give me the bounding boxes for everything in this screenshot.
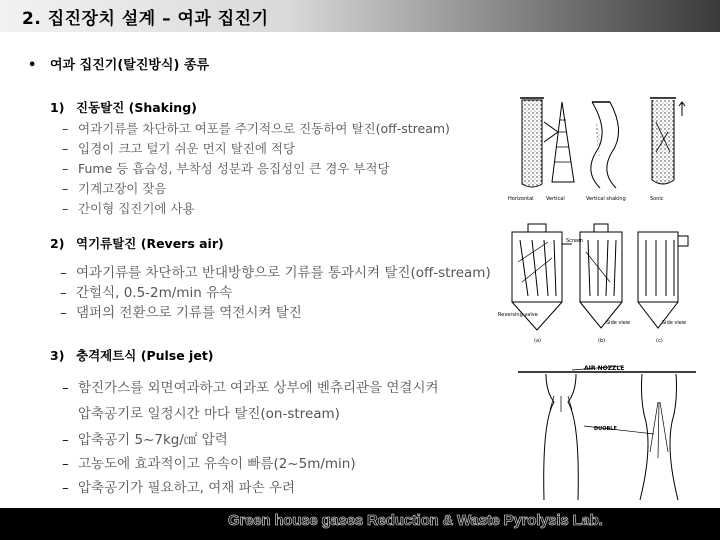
section-3-heading bbox=[50, 346, 214, 364]
section-1-item: – 입경이 크고 털기 쉬운 먼지 탈진에 적당 bbox=[62, 141, 296, 156]
slide-title: 2. 집진장치 설계 – 여과 집진기 bbox=[22, 9, 269, 29]
svg-text:(c): (c) bbox=[656, 338, 663, 344]
section-1-item: – 기계고장이 잦음 bbox=[62, 181, 167, 196]
svg-text:Vertical shaking: Vertical shaking bbox=[586, 196, 626, 202]
section-3-item: – 압축공기 5~7kg/㎠ 압력 bbox=[62, 432, 228, 448]
svg-text:AIR NOZZLE: AIR NOZZLE bbox=[584, 365, 625, 372]
bullet-symbol: • bbox=[28, 58, 37, 73]
section-2-heading bbox=[50, 234, 224, 252]
section-3-number: 3) bbox=[50, 348, 65, 363]
section-1-title: 진동탈진 (Shaking) bbox=[76, 100, 197, 115]
svg-text:Screen: Screen bbox=[566, 238, 584, 244]
svg-text:Vertical: Vertical bbox=[546, 196, 565, 202]
svg-text:(a): (a) bbox=[534, 338, 541, 344]
svg-text:Sonic: Sonic bbox=[650, 196, 664, 202]
shaking-figure bbox=[500, 92, 690, 204]
section-3-title: 충격제트식 (Pulse jet) bbox=[76, 348, 214, 363]
section-1-heading bbox=[50, 98, 197, 116]
section-1-item: – 간이형 집진기에 사용 bbox=[62, 201, 195, 216]
section-2-item: – 댐퍼의 전환으로 기류를 역전시켜 탈진 bbox=[60, 305, 302, 321]
section-2-item: – 간헐식, 0.5-2m/min 유속 bbox=[60, 285, 233, 301]
footer-bar bbox=[0, 508, 720, 540]
pulse-jet-figure bbox=[512, 362, 702, 504]
section-2-number: 2) bbox=[50, 236, 65, 251]
section-3-item: – 함진가스를 외면여과하고 여과포 상부에 벤츄리관을 연결시켜 bbox=[62, 380, 439, 396]
section-1-number: 1) bbox=[50, 100, 65, 115]
svg-text:Reversing valve: Reversing valve bbox=[498, 312, 538, 318]
reverse-air-figure bbox=[498, 222, 698, 344]
svg-text:Horizontal: Horizontal bbox=[508, 196, 534, 202]
section-3-item: – 압축공기가 필요하고, 여재 파손 우려 bbox=[62, 480, 296, 496]
section-1-item: – Fume 등 흡습성, 부착성 성분과 응집성인 큰 경우 부적당 bbox=[62, 161, 390, 176]
svg-text:Side view: Side view bbox=[606, 320, 630, 326]
main-bullet bbox=[28, 54, 209, 73]
bullet-text: 여과 집진기(탈진방식) 종류 bbox=[50, 58, 210, 73]
section-2-item: – 여과기류를 차단하고 반대방향으로 기류를 통과시켜 탈진(off-stream) bbox=[60, 265, 491, 281]
section-1-item: – 여과기류를 차단하고 여포를 주기적으로 진동하여 탈진(off-stream) bbox=[62, 121, 450, 136]
footer-lab-name: Green house gases Reduction & Waste Pyrolysis Lab. bbox=[228, 512, 603, 529]
title-bar bbox=[0, 0, 720, 32]
section-3-item: – 고농도에 효과적이고 유속이 빠름(2~5m/min) bbox=[62, 456, 356, 472]
svg-text:(b): (b) bbox=[598, 338, 606, 344]
section-2-title: 역기류탈진 (Revers air) bbox=[76, 236, 224, 251]
svg-text:DUOBLE: DUOBLE bbox=[594, 426, 617, 432]
svg-text:Side view: Side view bbox=[662, 320, 686, 326]
section-3-item: 압축공기로 일정시간 마다 탈진(on-stream) bbox=[78, 406, 340, 422]
